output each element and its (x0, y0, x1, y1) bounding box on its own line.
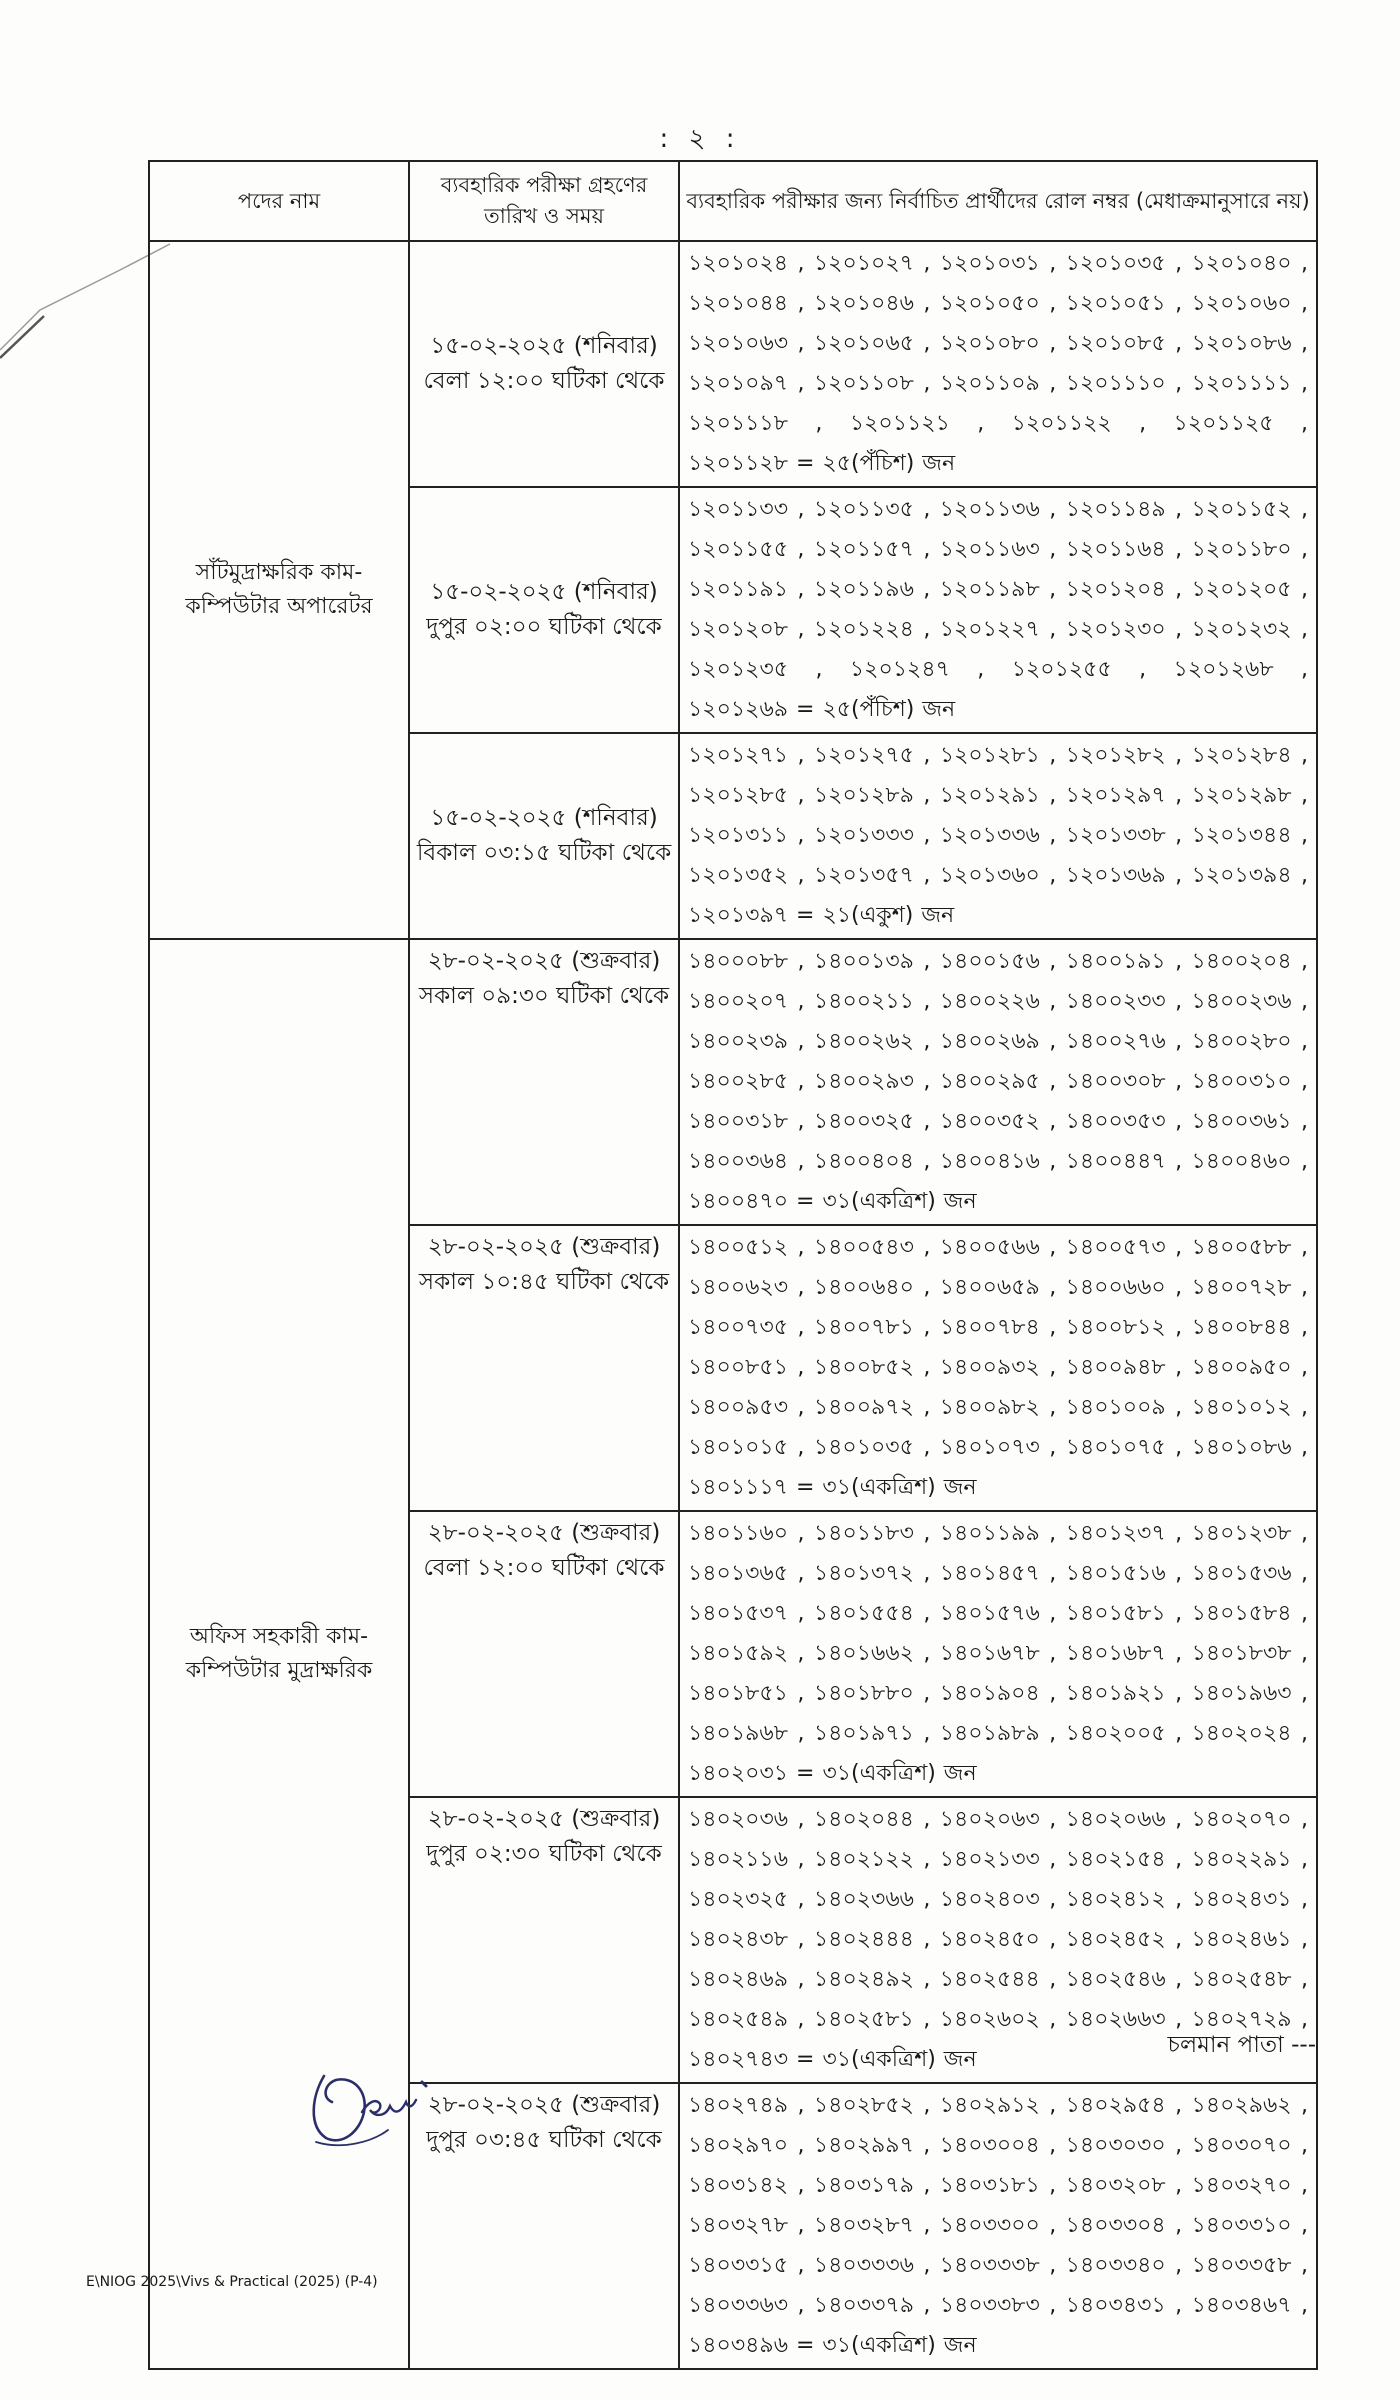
roll-number: ১৪০০২৯৩ (813, 1069, 914, 1094)
roll-number-table (148, 160, 1318, 2370)
roll-number: ১৪০৩২৮৭ (813, 2213, 914, 2238)
roll-number: ১৪০০২৩৩ (1065, 989, 1166, 1014)
roll-number: ১৪০৩১৮১ (939, 2173, 1040, 2198)
roll-number: ১৪০২৪৬১ (1191, 1927, 1292, 1952)
roll-number: ১৪০০৫১২ (688, 1235, 789, 1260)
roll-number: ১২০১১০৯ (939, 371, 1040, 396)
roll-number: ১৪০১১৮৩ (813, 1521, 914, 1546)
roll-number: ১২০১৩৫২ (688, 863, 789, 888)
roll-number: ১২০১১১০ (1065, 371, 1166, 396)
roll-number: ১৪০২৯৬২ (1191, 2093, 1292, 2118)
roll-number: ১৪০২৪০৩ (939, 1887, 1040, 1912)
roll-number: ১৪০০৩২৫ (813, 1109, 914, 1134)
roll-number: ১২০১২৪৭ (849, 657, 950, 682)
roll-numbers-cell: ১৪০০০৮৮ , ১৪০০১৩৯ , ১৪০০১৫৬ , ১৪০০১৯১ , ১৪০০২০৪ , ১৪০০২০৭ , ১৪০০২১১ , ১৪০০২২৬ , ১৪০০২৩৩ , ১৪০০২৩৬ , ১৪০০২৩৯ , ১৪০০২৬২ , ১৪০০২৬৯ , ১৪০০২৭৬ , ১৪০০২৮০ , ১৪০০২৮৫ , ১৪০০২৯৩ , ১৪০০২৯৫ , ১৪০০৩০৮ , ১৪০০৩১০ , ১৪০০৩১৮ , ১৪০০৩২৫ , ১৪০০৩৫২ , ১৪০০৩৫৩ , ১৪০০৩৬১ , ১৪০০৩৬৪ , ১৪০০৪০৪ , ১৪০০৪১৬ , ১৪০০৪৪৭ , ১৪০০৪৬০ , ১৪০০৪৭০ = ৩১(একত্রিশ) জন (679, 939, 1317, 1225)
roll-number: ১৪০০২২৬ (939, 989, 1040, 1014)
roll-number: ১৪০৩৩৩৬ (813, 2253, 914, 2278)
exam-datetime-cell: ২৮-০২-২০২৫ (শুক্রবার) বেলা ১২:০০ ঘটিকা থেকে (409, 1511, 679, 1797)
roll-number: ১৪০০২০৪ (1191, 949, 1292, 974)
roll-number: ১২০১২৯৭ (1065, 783, 1166, 808)
roll-number: ১২০১১২২ (1011, 411, 1112, 436)
roll-number: ১৪০১৫৫৪ (813, 1601, 914, 1626)
roll-number: ১৪০১০৮৬ (1191, 1435, 1292, 1460)
roll-number: ১২০১২২৪ (813, 617, 914, 642)
roll-number: ১৪০০৩৬১ (1191, 1109, 1292, 1134)
roll-number: ১৪০১৬৬২ (813, 1641, 914, 1666)
roll-number: ১৪০০৯৭২ (813, 1395, 914, 1420)
roll-number: ১৪০১৯৬৩ (1191, 1681, 1292, 1706)
roll-number: ১২০১১২১ (849, 411, 950, 436)
roll-number: ১২০১০৮০ (939, 331, 1040, 356)
roll-total: ১৪০০৪৭০ = ৩১(একত্রিশ) জন (688, 1189, 977, 1214)
roll-number: ১২০১১৯১ (688, 577, 788, 602)
roll-number: ১৪০১৫৩৭ (688, 1601, 789, 1626)
roll-number: ১২০১২০৮ (688, 617, 789, 642)
roll-number: ১২০১১২৫ (1173, 411, 1274, 436)
roll-total: ১৪০২৭৪৩ = ৩১(একত্রিশ) জন (688, 2047, 977, 2072)
roll-number: ১৪০৩৪৬৭ (1191, 2293, 1292, 2318)
roll-number: ১৪০১৯৮৯ (939, 1721, 1040, 1746)
roll-number: ১৪০২০৪৪ (813, 1807, 914, 1832)
roll-number: ১৪০০৪৪৭ (1065, 1149, 1166, 1174)
roll-number: ১৪০০৬৪০ (813, 1275, 914, 1300)
roll-number: ১২০১২৮১ (939, 743, 1040, 768)
roll-number: ১৪০২৪৫০ (939, 1927, 1040, 1952)
roll-number: ১৪০২৯৭০ (688, 2133, 789, 2158)
exam-datetime-cell: ২৮-০২-২০২৫ (শুক্রবার) সকাল ০৯:৩০ ঘটিকা থেকে (409, 939, 679, 1225)
roll-number: ১৪০০৯৩২ (939, 1355, 1040, 1380)
roll-numbers-cell: ১৪০২০৩৬ , ১৪০২০৪৪ , ১৪০২০৬৩ , ১৪০২০৬৬ , ১৪০২০৭০ , ১৪০২১১৬ , ১৪০২১২২ , ১৪০২১৩৩ , ১৪০২১৫৪ , ১৪০২২৯১ , ১৪০২৩২৫ , ১৪০২৩৬৬ , ১৪০২৪০৩ , ১৪০২৪১২ , ১৪০২৪৩১ , ১৪০২৪৩৮ , ১৪০২৪৪৪ , ১৪০২৪৫০ , ১৪০২৪৫২ , ১৪০২৪৬১ , ১৪০২৪৬৯ , ১৪০২৪৯২ , ১৪০২৫৪৪ , ১৪০২৫৪৬ , ১৪০২৫৪৮ , ১৪০২৫৪৯ , ১৪০২৫৮১ , ১৪০২৬০২ , ১৪০২৬৬৩ , ১৪০২৭২৯ , ১৪০২৭৪৩ = ৩১(একত্রিশ) জন (679, 1797, 1317, 2083)
roll-number: ১৪০০৯৫৩ (688, 1395, 789, 1420)
roll-number: ১৪০০২৩৬ (1191, 989, 1292, 1014)
roll-number: ১২০১০৩৫ (1065, 251, 1166, 276)
roll-numbers-cell: ১৪০১১৬০ , ১৪০১১৮৩ , ১৪০১১৯৯ , ১৪০১২৩৭ , ১৪০১২৩৮ , ১৪০১৩৬৫ , ১৪০১৩৭২ , ১৪০১৪৫৭ , ১৪০১৫১৬ , ১৪০১৫৩৬ , ১৪০১৫৩৭ , ১৪০১৫৫৪ , ১৪০১৫৭৬ , ১৪০১৫৮১ , ১৪০১৫৮৪ , ১৪০১৫৯২ , ১৪০১৬৬২ , ১৪০১৬৭৮ , ১৪০১৬৮৭ , ১৪০১৮৩৮ , ১৪০১৮৫১ , ১৪০১৮৮০ , ১৪০১৯০৪ , ১৪০১৯২১ , ১৪০১৯৬৩ , ১৪০১৯৬৮ , ১৪০১৯৭১ , ১৪০১৯৮৯ , ১৪০২০০৫ , ১৪০২০২৪ , ১৪০২০৩১ = ৩১(একত্রিশ) জন (679, 1511, 1317, 1797)
roll-number: ১৪০৩৩৮৩ (939, 2293, 1040, 2318)
roll-number: ১৪০০৫৪৩ (813, 1235, 914, 1260)
roll-number: ১৪০২৪১২ (1065, 1887, 1166, 1912)
roll-number: ১৪০০৯৮২ (939, 1395, 1040, 1420)
roll-number: ১২০১১৫২ (1191, 497, 1292, 522)
roll-number: ১২০১৩৩৩ (813, 823, 914, 848)
exam-datetime-cell: ১৫-০২-২০২৫ (শনিবার) বেলা ১২:০০ ঘটিকা থেকে (409, 241, 679, 487)
roll-number: ১২০১১৩৫ (813, 497, 914, 522)
exam-datetime-cell: ১৫-০২-২০২৫ (শনিবার) দুপুর ০২:০০ ঘটিকা থেকে (409, 487, 679, 733)
roll-number: ১৪০২০২৪ (1191, 1721, 1292, 1746)
roll-number: ১৪০৩১৪২ (688, 2173, 789, 2198)
roll-number: ১২০১০৩১ (939, 251, 1040, 276)
signature (302, 2046, 452, 2156)
post-name-cell: অফিস সহকারী কাম-কম্পিউটার মুদ্রাক্ষরিক (149, 939, 409, 2369)
roll-number: ১৪০২০০৫ (1065, 1721, 1166, 1746)
roll-number: ১৪০০২০৭ (688, 989, 789, 1014)
roll-number: ১৪০০৪০৪ (813, 1149, 914, 1174)
roll-total: ১৪০২০৩১ = ৩১(একত্রিশ) জন (688, 1761, 977, 1786)
roll-numbers-cell: ১২০১১৩৩ , ১২০১১৩৫ , ১২০১১৩৬ , ১২০১১৪৯ , ১২০১১৫২ , ১২০১১৫৫ , ১২০১১৫৭ , ১২০১১৬৩ , ১২০১১৬৪ , ১২০১১৮০ , ১২০১১৯১ , ১২০১১৯৬ , ১২০১১৯৮ , ১২০১২০৪ , ১২০১২০৫ , ১২০১২০৮ , ১২০১২২৪ , ১২০১২২৭ , ১২০১২৩০ , ১২০১২৩২ , ১২০১২৩৫ , ১২০১২৪৭ , ১২০১২৫৫ , ১২০১২৬৮ , ১২০১২৬৯ = ২৫(পঁচিশ) জন (679, 487, 1317, 733)
roll-number: ১৪০০৬৫৯ (939, 1275, 1040, 1300)
roll-number: ১৪০০৬৬০ (1065, 1275, 1166, 1300)
roll-number: ১৪০১২৩৭ (1065, 1521, 1166, 1546)
roll-number: ১৪০১০০৯ (1065, 1395, 1166, 1420)
roll-number: ১২০১২২৭ (939, 617, 1040, 642)
roll-number: ১৪০২৩২৫ (688, 1887, 789, 1912)
roll-number: ১৪০১৯৭১ (813, 1721, 914, 1746)
roll-numbers-cell: ১৪০২৭৪৯ , ১৪০২৮৫২ , ১৪০২৯১২ , ১৪০২৯৫৪ , ১৪০২৯৬২ , ১৪০২৯৭০ , ১৪০২৯৯৭ , ১৪০৩০০৪ , ১৪০৩০৩০ , ১৪০৩০৭০ , ১৪০৩১৪২ , ১৪০৩১৭৯ , ১৪০৩১৮১ , ১৪০৩২০৮ , ১৪০৩২৭০ , ১৪০৩২৭৮ , ১৪০৩২৮৭ , ১৪০৩৩০০ , ১৪০৩৩০৪ , ১৪০৩৩১০ , ১৪০৩৩১৫ , ১৪০৩৩৩৬ , ১৪০৩৩৩৮ , ১৪০৩৩৪০ , ১৪০৩৩৫৮ , ১৪০৩৩৬৩ , ১৪০৩৩৭৯ , ১৪০৩৩৮৩ , ১৪০৩৪৩১ , ১৪০৩৪৬৭ , ১৪০৩৪৯৬ = ৩১(একত্রিশ) জন (679, 2083, 1317, 2369)
roll-number: ১৪০৩৩১৫ (688, 2253, 789, 2278)
header-exam-datetime: ব্যবহারিক পরীক্ষা গ্রহণের তারিখ ও সময় (409, 161, 679, 241)
roll-total: ১৪০১১১৭ = ৩১(একত্রিশ) জন (688, 1475, 977, 1500)
roll-number: ১৪০০৮৫২ (813, 1355, 914, 1380)
roll-number: ১৪০১০৭৩ (939, 1435, 1040, 1460)
roll-number: ১২০১২৩২ (1191, 617, 1292, 642)
roll-number: ১৪০০৮৪৪ (1191, 1315, 1292, 1340)
roll-number: ১২০১১৯৬ (813, 577, 914, 602)
roll-number: ১২০১০৫০ (939, 291, 1040, 316)
roll-number: ১৪০১৮৫১ (688, 1681, 788, 1706)
roll-number: ১৪০১৫৭৬ (939, 1601, 1040, 1626)
roll-number: ১২০১১৫৭ (813, 537, 914, 562)
roll-number: ১৪০০৩৫২ (939, 1109, 1040, 1134)
roll-number: ১৪০২৪৩৮ (688, 1927, 789, 1952)
roll-number: ১৪০৩৩৬৩ (688, 2293, 789, 2318)
roll-number: ১৪০২৯৯৭ (813, 2133, 914, 2158)
roll-number: ১৪০২৭২৯ (1191, 2007, 1292, 2032)
roll-number: ১৪০২৫৪৯ (688, 2007, 788, 2032)
roll-number: ১২০১১০৮ (813, 371, 914, 396)
roll-number: ১২০১৩৬০ (939, 863, 1040, 888)
roll-number: ১২০১০৬৩ (688, 331, 789, 356)
roll-number: ১৪০৩২৭০ (1191, 2173, 1292, 2198)
roll-number: ১২০১০২৪ (688, 251, 789, 276)
roll-number: ১৪০০৩৫৩ (1065, 1109, 1166, 1134)
roll-number: ১৪০০৫৭৩ (1065, 1235, 1166, 1260)
roll-number: ১৪০২৪৪৪ (813, 1927, 914, 1952)
roll-number: ১৪০৩৩১০ (1191, 2213, 1292, 2238)
roll-number: ১৪০১৫৮১ (1065, 1601, 1166, 1626)
roll-total: ১২০১৩৯৭ = ২১(একুশ) জন (688, 903, 955, 928)
roll-numbers-cell: ১২০১২৭১ , ১২০১২৭৫ , ১২০১২৮১ , ১২০১২৮২ , ১২০১২৮৪ , ১২০১২৮৫ , ১২০১২৮৯ , ১২০১২৯১ , ১২০১২৯৭ , ১২০১২৯৮ , ১২০১৩১১ , ১২০১৩৩৩ , ১২০১৩৩৬ , ১২০১৩৩৮ , ১২০১৩৪৪ , ১২০১৩৫২ , ১২০১৩৫৭ , ১২০১৩৬০ , ১২০১৩৬৯ , ১২০১৩৯৪ , ১২০১৩৯৭ = ২১(একুশ) জন (679, 733, 1317, 939)
roll-number: ১৪০২৪৩১ (1191, 1887, 1292, 1912)
roll-number: ১২০১২৫৫ (1011, 657, 1112, 682)
roll-number: ১৪০১৫৯২ (688, 1641, 788, 1666)
roll-number: ১৪০০৮১২ (1065, 1315, 1166, 1340)
table-row (149, 939, 1317, 1225)
roll-number: ১৪০০৩১০ (1191, 1069, 1292, 1094)
roll-number: ১৪০০৩১৮ (688, 1109, 789, 1134)
exam-datetime-cell: ১৫-০২-২০২৫ (শনিবার) বিকাল ০৩:১৫ ঘটিকা থেকে (409, 733, 679, 939)
roll-number: ১৪০২১২২ (813, 1847, 914, 1872)
roll-number: ১২০১১৬৩ (939, 537, 1040, 562)
roll-number: ১৪০৩৩৩৮ (939, 2253, 1040, 2278)
roll-number: ১৪০১০৭৫ (1065, 1435, 1166, 1460)
roll-number: ১২০১৩৪৪ (1191, 823, 1292, 848)
roll-number: ১৪০০২৮৫ (688, 1069, 789, 1094)
roll-number: ১৪০১৯০৪ (939, 1681, 1040, 1706)
roll-number: ১৪০০৯৫০ (1191, 1355, 1292, 1380)
roll-number: ১৪০২৯৫৪ (1065, 2093, 1166, 2118)
roll-number: ১৪০০৭৮১ (813, 1315, 914, 1340)
roll-number: ১৪০৩৩০৪ (1065, 2213, 1166, 2238)
roll-number: ১২০১১১৮ (688, 411, 788, 436)
roll-number: ১৪০১০৩৫ (813, 1435, 914, 1460)
roll-number: ১২০১৩১১ (688, 823, 789, 848)
roll-number: ১৪০২৭৪৯ (688, 2093, 789, 2118)
roll-number: ১৪০১৩৬৫ (688, 1561, 789, 1586)
roll-number: ১২০১২৩০ (1065, 617, 1166, 642)
roll-number: ১২০১২৬৮ (1173, 657, 1274, 682)
exam-datetime-cell: ২৮-০২-২০২৫ (শুক্রবার) দুপুর ০২:৩০ ঘটিকা থেকে (409, 1797, 679, 2083)
roll-number: ১৪০০৭৩৫ (688, 1315, 789, 1340)
roll-numbers-cell: ১৪০০৫১২ , ১৪০০৫৪৩ , ১৪০০৫৬৬ , ১৪০০৫৭৩ , ১৪০০৫৮৮ , ১৪০০৬২৩ , ১৪০০৬৪০ , ১৪০০৬৫৯ , ১৪০০৬৬০ , ১৪০০৭২৮ , ১৪০০৭৩৫ , ১৪০০৭৮১ , ১৪০০৭৮৪ , ১৪০০৮১২ , ১৪০০৮৪৪ , ১৪০০৮৫১ , ১৪০০৮৫২ , ১৪০০৯৩২ , ১৪০০৯৪৮ , ১৪০০৯৫০ , ১৪০০৯৫৩ , ১৪০০৯৭২ , ১৪০০৯৮২ , ১৪০১০০৯ , ১৪০১০১২ , ১৪০১০১৫ , ১৪০১০৩৫ , ১৪০১০৭৩ , ১৪০১০৭৫ , ১৪০১০৮৬ , ১৪০১১১৭ = ৩১(একত্রিশ) জন (679, 1225, 1317, 1511)
page-number: : ২ : (659, 124, 741, 154)
roll-number: ১২০১২৮৪ (1191, 743, 1292, 768)
roll-number: ১৪০৩০৩০ (1065, 2133, 1166, 2158)
roll-number: ১৪০০২৭৬ (1065, 1029, 1166, 1054)
roll-total: ১২০১২৬৯ = ২৫(পঁচিশ) জন (688, 697, 956, 722)
roll-number: ১২০১২৯১ (939, 783, 1040, 808)
roll-number: ১৪০১০১২ (1191, 1395, 1292, 1420)
roll-number: ১২০১২৯৮ (1191, 783, 1292, 808)
roll-number: ১২০১১৪৯ (1065, 497, 1166, 522)
roll-number: ১৪০১৬৮৭ (1065, 1641, 1166, 1666)
roll-number: ১২০১০৮৬ (1191, 331, 1292, 356)
footer-file-path: E\NIOG 2025\Vivs & Practical (2025) (P-4) (86, 2274, 378, 2290)
roll-number: ১৪০৩৩৫৮ (1191, 2253, 1292, 2278)
exam-datetime-cell: ২৮-০২-২০২৫ (শুক্রবার) সকাল ১০:৪৫ ঘটিকা থেকে (409, 1225, 679, 1511)
roll-number: ১২০১০৬০ (1191, 291, 1292, 316)
roll-total: ১৪০৩৪৯৬ = ৩১(একত্রিশ) জন (688, 2333, 977, 2358)
post-name-cell: সাঁটমুদ্রাক্ষরিক কাম-কম্পিউটার অপারেটর (149, 241, 409, 939)
roll-number: ১৪০০৬২৩ (688, 1275, 789, 1300)
roll-number: ১৪০১০১৫ (688, 1435, 788, 1460)
roll-number: ১৪০০২৬৯ (939, 1029, 1040, 1054)
roll-number: ১৪০২৮৫২ (813, 2093, 914, 2118)
roll-number: ১৪০১৯২১ (1065, 1681, 1166, 1706)
roll-number: ১৪০১১৬০ (688, 1521, 789, 1546)
roll-number: ১৪০০৪৬০ (1191, 1149, 1292, 1174)
roll-number: ১৪০২০৩৬ (688, 1807, 789, 1832)
roll-number: ১৪০১২৩৮ (1191, 1521, 1292, 1546)
roll-number: ১২০১২৩৫ (688, 657, 789, 682)
header-roll-numbers: ব্যবহারিক পরীক্ষার জন্য নির্বাচিত প্রার্থীদের রোল নম্বর (মেধাক্রমানুসারে নয়) (679, 161, 1317, 241)
continued-page-note: চলমান পাতা --- (1167, 2032, 1316, 2058)
roll-number: ১৪০০২৩৯ (688, 1029, 789, 1054)
roll-number: ১২০১৩৫৭ (813, 863, 914, 888)
roll-number: ১৪০০২৬২ (813, 1029, 914, 1054)
roll-number: ১৪০৩৪৩১ (1065, 2293, 1166, 2318)
roll-number: ১২০১২০৪ (1065, 577, 1166, 602)
roll-number: ১৪০৩৩০০ (939, 2213, 1040, 2238)
roll-number: ১২০১০৪৪ (688, 291, 789, 316)
roll-number: ১৪০০১৯১ (1065, 949, 1166, 974)
roll-number: ১৪০৩৩৭৯ (813, 2293, 914, 2318)
roll-number: ১৪০৩০৭০ (1191, 2133, 1292, 2158)
roll-number: ১৪০১৯৬৮ (688, 1721, 788, 1746)
roll-number: ১৪০০২৮০ (1191, 1029, 1292, 1054)
roll-number: ১২০১১৩৩ (688, 497, 789, 522)
exam-datetime-cell: ২৮-০২-২০২৫ (শুক্রবার) দুপুর ০৩:৪৫ ঘটিকা থেকে (409, 2083, 679, 2369)
roll-number: ১৪০২৫৮১ (813, 2007, 914, 2032)
roll-number: ১২০১৩৬৯ (1065, 863, 1166, 888)
roll-number: ১৪০০৮৫১ (688, 1355, 788, 1380)
roll-number: ১৪০০৭৮৪ (939, 1315, 1040, 1340)
roll-number: ১৪০১১৯৯ (939, 1521, 1040, 1546)
roll-number: ১৪০১৫৮৪ (1191, 1601, 1292, 1626)
roll-number: ১২০১১৯৮ (939, 577, 1040, 602)
roll-total: ১২০১১২৮ = ২৫(পঁচিশ) জন (688, 451, 956, 476)
roll-number: ১৪০০১৫৬ (939, 949, 1040, 974)
roll-numbers-cell: ১২০১০২৪ , ১২০১০২৭ , ১২০১০৩১ , ১২০১০৩৫ , ১২০১০৪০ , ১২০১০৪৪ , ১২০১০৪৬ , ১২০১০৫০ , ১২০১০৫১ , ১২০১০৬০ , ১২০১০৬৩ , ১২০১০৬৫ , ১২০১০৮০ , ১২০১০৮৫ , ১২০১০৮৬ , ১২০১০৯৭ , ১২০১১০৮ , ১২০১১০৯ , ১২০১১১০ , ১২০১১১১ , ১২০১১১৮ , ১২০১১২১ , ১২০১১২২ , ১২০১১২৫ , ১২০১১২৮ = ২৫(পঁচিশ) জন (679, 241, 1317, 487)
roll-number: ১৪০১৮৩৮ (1191, 1641, 1292, 1666)
roll-number: ১২০১২৮৯ (813, 783, 914, 808)
roll-number: ১৪০২৪৯২ (813, 1967, 914, 1992)
roll-number: ১২০১১৮০ (1191, 537, 1292, 562)
roll-number: ১২০১০৮৫ (1065, 331, 1166, 356)
roll-number: ১২০১২৭১ (688, 743, 789, 768)
roll-number: ১৪০০৪১৬ (939, 1149, 1040, 1174)
roll-number: ১২০১২৮৫ (688, 783, 789, 808)
roll-number: ১৪০২৬০২ (939, 2007, 1040, 2032)
roll-number: ১৪০০২৯৫ (939, 1069, 1040, 1094)
roll-number: ১৪০২৫৪৮ (1191, 1967, 1292, 1992)
roll-number: ১৪০০৩৬৪ (688, 1149, 789, 1174)
roll-number: ১২০১১১১ (1191, 371, 1292, 396)
roll-number: ১৪০২০৭০ (1191, 1807, 1292, 1832)
roll-number: ১২০১৩৩৮ (1065, 823, 1166, 848)
roll-number: ১৪০২১৫৪ (1065, 1847, 1166, 1872)
roll-number: ১৪০৩০০৪ (939, 2133, 1040, 2158)
roll-number: ১২০১০৯৭ (688, 371, 789, 396)
roll-number: ১৪০২৩৬৬ (813, 1887, 914, 1912)
table-row (149, 241, 1317, 487)
roll-number: ১৪০০৭২৮ (1191, 1275, 1292, 1300)
roll-number: ১৪০০০৮৮ (688, 949, 789, 974)
roll-number: ১৪০২৬৬৩ (1065, 2007, 1166, 2032)
roll-number: ১৪০২৫৪৬ (1065, 1967, 1166, 1992)
roll-number: ১২০১০৪৬ (813, 291, 914, 316)
roll-number: ১৪০২২৯১ (1191, 1847, 1292, 1872)
roll-number: ১৪০০৫৮৮ (1191, 1235, 1292, 1260)
header-post-name: পদের নাম (149, 161, 409, 241)
roll-number: ১২০১০২৭ (813, 251, 914, 276)
roll-number: ১২০১২৭৫ (813, 743, 914, 768)
roll-number: ১২০১১৬৪ (1065, 537, 1166, 562)
roll-number: ১২০১২০৫ (1191, 577, 1292, 602)
roll-number: ১২০১০৪০ (1191, 251, 1292, 276)
roll-number: ১৪০৩১৭৯ (813, 2173, 914, 2198)
roll-number: ১৪০০১৩৯ (813, 949, 914, 974)
roll-number: ১২০১১৩৬ (939, 497, 1040, 522)
roll-number: ১৪০২৯১২ (939, 2093, 1040, 2118)
roll-number: ১৪০২৫৪৪ (939, 1967, 1040, 1992)
roll-number: ১৪০৩৩৪০ (1065, 2253, 1166, 2278)
roll-number: ১২০১৩৩৬ (939, 823, 1040, 848)
roll-number: ১৪০২১৩৩ (939, 1847, 1040, 1872)
roll-number: ১৪০০৩০৮ (1065, 1069, 1166, 1094)
roll-number: ১৪০০২১১ (813, 989, 914, 1014)
roll-number: ১২০১০৬৫ (813, 331, 914, 356)
roll-number: ১৪০২৪৫২ (1065, 1927, 1166, 1952)
roll-number: ১৪০২০৬৬ (1065, 1807, 1166, 1832)
roll-number: ১২০১৩৯৪ (1191, 863, 1292, 888)
roll-number: ১২০১২৮২ (1065, 743, 1166, 768)
roll-number: ১৪০০৯৪৮ (1065, 1355, 1166, 1380)
roll-number: ১৪০২৪৬৯ (688, 1967, 789, 1992)
roll-number: ১৪০১৫৩৬ (1191, 1561, 1292, 1586)
roll-number: ১৪০১৬৭৮ (939, 1641, 1040, 1666)
roll-number: ১৪০১৮৮০ (813, 1681, 914, 1706)
roll-number: ১৪০৩২০৮ (1065, 2173, 1166, 2198)
roll-number: ১৪০৩২৭৮ (688, 2213, 789, 2238)
roll-number: ১৪০০৫৬৬ (939, 1235, 1040, 1260)
roll-number: ১২০১০৫১ (1065, 291, 1166, 316)
roll-number: ১২০১১৫৫ (688, 537, 788, 562)
roll-number: ১৪০১৫১৬ (1065, 1561, 1166, 1586)
roll-number: ১৪০২০৬৩ (939, 1807, 1040, 1832)
roll-number: ১৪০১৩৭২ (813, 1561, 914, 1586)
table-header-row (149, 161, 1317, 241)
roll-number: ১৪০২১১৬ (688, 1847, 789, 1872)
roll-number: ১৪০১৪৫৭ (939, 1561, 1040, 1586)
